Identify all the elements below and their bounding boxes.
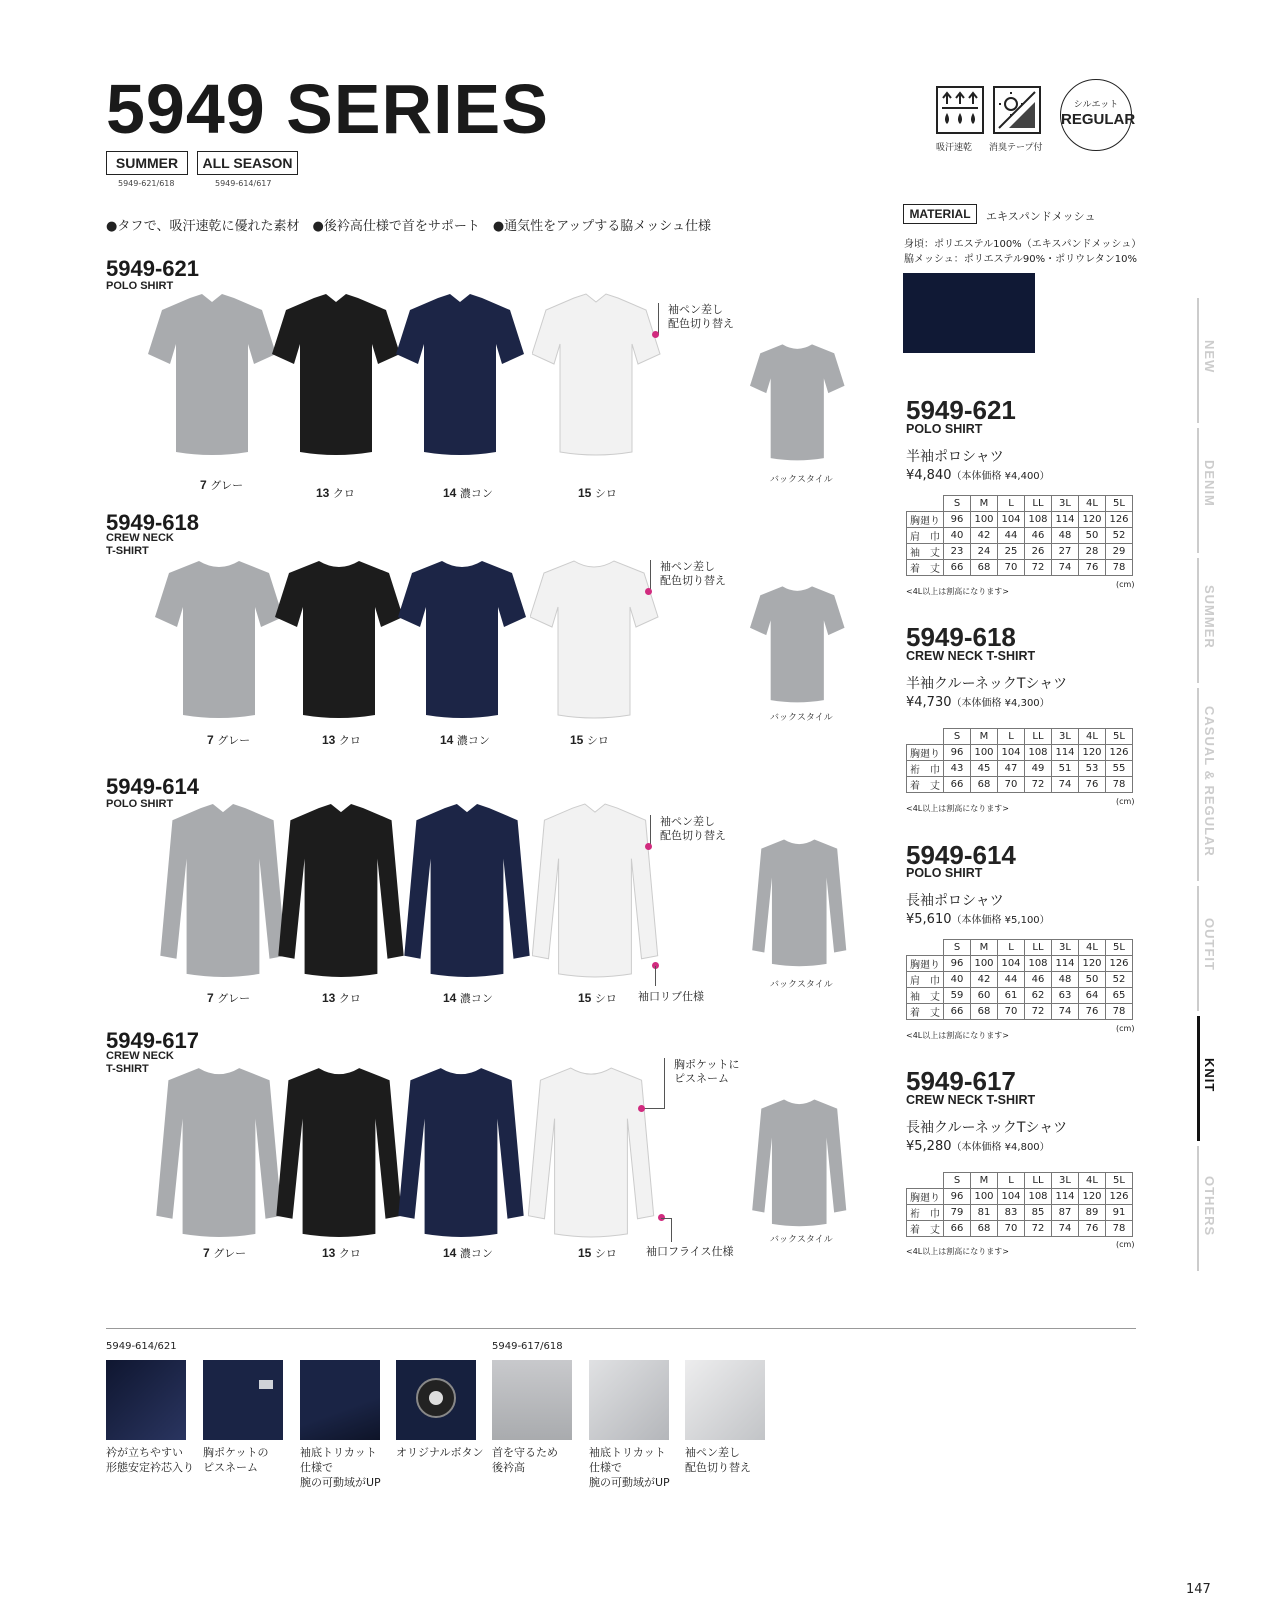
- shirt-621-white[interactable]: [532, 292, 662, 468]
- unit-cm: (cm): [1116, 1024, 1135, 1033]
- type-618: CREW NECK T-SHIRT: [106, 532, 174, 558]
- shirt-621-gray[interactable]: [148, 292, 278, 468]
- feature-note: 袖ペン差し 配色切り替え: [668, 303, 734, 331]
- material-tag: MATERIAL: [903, 204, 977, 224]
- spec-model-621: 5949-621: [906, 395, 1016, 425]
- detail-collar-image: [106, 1360, 186, 1440]
- shirt-621-back[interactable]: [748, 340, 848, 470]
- sidebar-item-summer[interactable]: SUMMER: [1202, 585, 1217, 649]
- callout-dot: [638, 1105, 645, 1112]
- detail-caption: 袖底トリカット 仕様で 腕の可動域がUP: [300, 1446, 381, 1489]
- feature-note: 胸ポケットに ピスネーム: [674, 1058, 740, 1086]
- sidebar-item-knit[interactable]: KNIT: [1202, 1058, 1217, 1093]
- shirt-618-back[interactable]: [748, 582, 848, 712]
- quick-dry-icon: [936, 86, 984, 134]
- spec-price-621: ¥4,840（本体価格 ¥4,400）: [906, 468, 1050, 483]
- color-label: 7 グレー: [207, 991, 251, 1005]
- shirt-618-navy[interactable]: [398, 555, 528, 731]
- detail-underarm-image-2: [589, 1360, 669, 1440]
- shirt-617-white[interactable]: [528, 1062, 656, 1242]
- tag-all-season: ALL SEASON: [197, 151, 298, 175]
- detail-caption: 胸ポケットの ピスネーム: [203, 1446, 269, 1474]
- unit-cm: (cm): [1116, 580, 1135, 589]
- spec-price-618: ¥4,730（本体価格 ¥4,300）: [906, 695, 1050, 710]
- page-title: 5949 SERIES: [106, 70, 549, 148]
- detail-button-image: [396, 1360, 476, 1440]
- spec-name-617: 長袖クルーネックTシャツ: [906, 1120, 1068, 1136]
- material-name: エキスパンドメッシュ: [986, 210, 1096, 223]
- color-label: 13 クロ: [316, 486, 355, 500]
- spec-name-621: 半袖ポロシャツ: [906, 449, 1004, 465]
- shirt-617-gray[interactable]: [156, 1062, 284, 1242]
- spec-model-617: 5949-617: [906, 1066, 1016, 1096]
- leader-line: [650, 815, 651, 847]
- spec-model-618: 5949-618: [906, 622, 1016, 652]
- shirt-614-black[interactable]: [278, 802, 406, 982]
- spec-name-614: 長袖ポロシャツ: [906, 893, 1004, 909]
- shirt-614-back[interactable]: [750, 835, 850, 970]
- detail-caption: 袖ペン差し 配色切り替え: [685, 1446, 751, 1474]
- color-label: 13 クロ: [322, 733, 361, 747]
- tag-summer-sub: 5949-621/618: [118, 179, 175, 188]
- leader-line: [655, 966, 656, 986]
- leader-line: [661, 1218, 671, 1219]
- shirt-617-black[interactable]: [276, 1062, 404, 1242]
- callout-dot: [652, 331, 659, 338]
- size-table-621: S M L LL 3L 4L 5L 胸廻り 96 100 104 108 114 120 126 肩 巾 40 42 44 46 48 50 52 袖 丈 23 24 25 26 27 28 29 着 丈 66 68 70 72 74 76 78: [906, 495, 1133, 576]
- spec-type-617: CREW NECK T-SHIRT: [906, 1093, 1036, 1107]
- spec-type-621: POLO SHIRT: [906, 422, 983, 436]
- size-table-617: S M L LL 3L 4L 5L 胸廻り 96 100 104 108 114 120 126 裄 巾 79 81 83 85 87 89 91 着 丈 66 68 70 72 74 76 78: [906, 1172, 1133, 1237]
- unit-cm: (cm): [1116, 797, 1135, 806]
- shirt-614-navy[interactable]: [404, 802, 532, 982]
- unit-cm: (cm): [1116, 1240, 1135, 1249]
- shirt-617-navy[interactable]: [398, 1062, 526, 1242]
- model-617: 5949-617: [106, 1028, 199, 1053]
- spec-name-618: 半袖クルーネックTシャツ: [906, 676, 1068, 692]
- silhouette-value: REGULAR: [1061, 111, 1136, 128]
- callout-dot: [645, 588, 652, 595]
- shirt-621-black[interactable]: [272, 292, 402, 468]
- section-divider: [106, 1328, 1136, 1329]
- color-label: 7 グレー: [207, 733, 251, 747]
- leader-line: [671, 1218, 672, 1242]
- detail-caption: 首を守るため 後衿高: [492, 1446, 558, 1474]
- material-body: 身頃：ポリエステル100%（エキスパンドメッシュ）: [904, 239, 1142, 250]
- sidebar-item-denim[interactable]: DENIM: [1202, 460, 1217, 507]
- feature-list: ●タフで、吸汗速乾に優れた素材 ●後衿高仕様で首をサポート ●通気性をアップする脇メッシュ仕様: [106, 219, 711, 234]
- leader-line: [664, 1058, 665, 1108]
- spec-price-614: ¥5,610（本体価格 ¥5,100）: [906, 912, 1050, 927]
- cuff-note: 袖口フライス仕様: [646, 1245, 734, 1258]
- material-side: 脇メッシュ：ポリエステル90%・ポリウレタン10%: [904, 254, 1137, 265]
- silhouette-label: シルエット: [1073, 100, 1119, 110]
- material-swatch: [903, 273, 1035, 353]
- color-label: 15 シロ: [578, 1246, 617, 1260]
- color-label: 7 グレー: [203, 1246, 247, 1260]
- color-label: 13 クロ: [322, 991, 361, 1005]
- back-style-label: バックスタイル: [770, 713, 833, 723]
- detail-pisname-image: [203, 1360, 283, 1440]
- shirt-618-gray[interactable]: [155, 555, 285, 731]
- color-label: 14 濃コン: [443, 1246, 493, 1260]
- leader-line: [658, 303, 659, 335]
- cuff-note: 袖口リブ仕様: [638, 990, 704, 1003]
- details-group-614-621: 5949-614/621: [106, 1341, 177, 1352]
- detail-caption: オリジナルボタン: [396, 1446, 484, 1459]
- silhouette-badge: [1060, 79, 1136, 151]
- detail-pen-slot-image: [685, 1360, 765, 1440]
- leader-line: [650, 560, 651, 592]
- size-footnote: <4L以上は割高になります>: [906, 804, 1009, 813]
- callout-dot: [645, 843, 652, 850]
- details-group-617-618: 5949-617/618: [492, 1341, 563, 1352]
- size-footnote: <4L以上は割高になります>: [906, 587, 1009, 596]
- spec-price-617: ¥5,280（本体価格 ¥4,800）: [906, 1139, 1050, 1154]
- detail-underarm-image: [300, 1360, 380, 1440]
- back-style-label: バックスタイル: [770, 475, 833, 485]
- type-621: POLO SHIRT: [106, 280, 174, 292]
- color-label: 15 シロ: [578, 991, 617, 1005]
- tag-all-season-sub: 5949-614/617: [215, 179, 272, 188]
- spec-type-614: POLO SHIRT: [906, 866, 983, 880]
- model-621: 5949-621: [106, 256, 199, 281]
- shirt-614-gray[interactable]: [160, 802, 288, 982]
- back-style-label: バックスタイル: [770, 980, 833, 990]
- model-614: 5949-614: [106, 774, 199, 799]
- color-label: 14 濃コン: [440, 733, 490, 747]
- color-label: 15 シロ: [570, 733, 609, 747]
- back-style-label: バックスタイル: [770, 1235, 833, 1245]
- sidebar-item-casual-regular[interactable]: CASUAL & REGULAR: [1202, 706, 1217, 857]
- sidebar-item-new[interactable]: NEW: [1202, 340, 1217, 374]
- color-label: 15 シロ: [578, 486, 617, 500]
- sidebar-item-outfit[interactable]: OUTFIT: [1202, 918, 1217, 971]
- color-label: 13 クロ: [322, 1246, 361, 1260]
- detail-caption: 袖底トリカット 仕様で 腕の可動域がUP: [589, 1446, 670, 1489]
- type-614: POLO SHIRT: [106, 798, 174, 810]
- page-number: 147: [1186, 1582, 1211, 1597]
- leader-line: [644, 1108, 665, 1109]
- shirt-618-black[interactable]: [275, 555, 405, 731]
- detail-caption: 衿が立ちやすい 形態安定衿芯入り: [106, 1446, 194, 1474]
- color-label: 7 グレー: [200, 478, 244, 492]
- tag-summer: SUMMER: [106, 151, 188, 175]
- size-table-614: S M L LL 3L 4L 5L 胸廻り 96 100 104 108 114 120 126 肩 巾 40 42 44 46 48 50 52 袖 丈 59 60 61 62 63 64 65 着 丈 66 68 70 72 74 76 78: [906, 939, 1133, 1020]
- quick-dry-label: 吸汗速乾: [936, 143, 973, 153]
- color-label: 14 濃コン: [443, 991, 493, 1005]
- color-label: 14 濃コン: [443, 486, 493, 500]
- type-617: CREW NECK T-SHIRT: [106, 1050, 174, 1076]
- size-footnote: <4L以上は割高になります>: [906, 1247, 1009, 1256]
- spec-model-614: 5949-614: [906, 840, 1016, 870]
- feature-note: 袖ペン差し 配色切り替え: [660, 560, 726, 588]
- spec-type-618: CREW NECK T-SHIRT: [906, 649, 1036, 663]
- feature-note: 袖ペン差し 配色切り替え: [660, 815, 726, 843]
- sidebar-item-others[interactable]: OTHERS: [1202, 1176, 1217, 1237]
- model-618: 5949-618: [106, 510, 199, 535]
- shirt-618-white[interactable]: [530, 555, 660, 731]
- detail-back-collar-image: [492, 1360, 572, 1440]
- size-footnote: <4L以上は割高になります>: [906, 1031, 1009, 1040]
- shirt-621-navy[interactable]: [396, 292, 526, 468]
- deodorant-tape-icon: [993, 86, 1041, 134]
- shirt-617-back[interactable]: [750, 1095, 850, 1230]
- deodorant-tape-label: 消臭テープ付: [989, 143, 1043, 153]
- size-table-618: S M L LL 3L 4L 5L 胸廻り 96 100 104 108 114 120 126 裄 巾 43 45 47 49 51 53 55 着 丈 66 68 70 72 74 76 78: [906, 728, 1133, 793]
- shirt-614-white[interactable]: [532, 802, 660, 982]
